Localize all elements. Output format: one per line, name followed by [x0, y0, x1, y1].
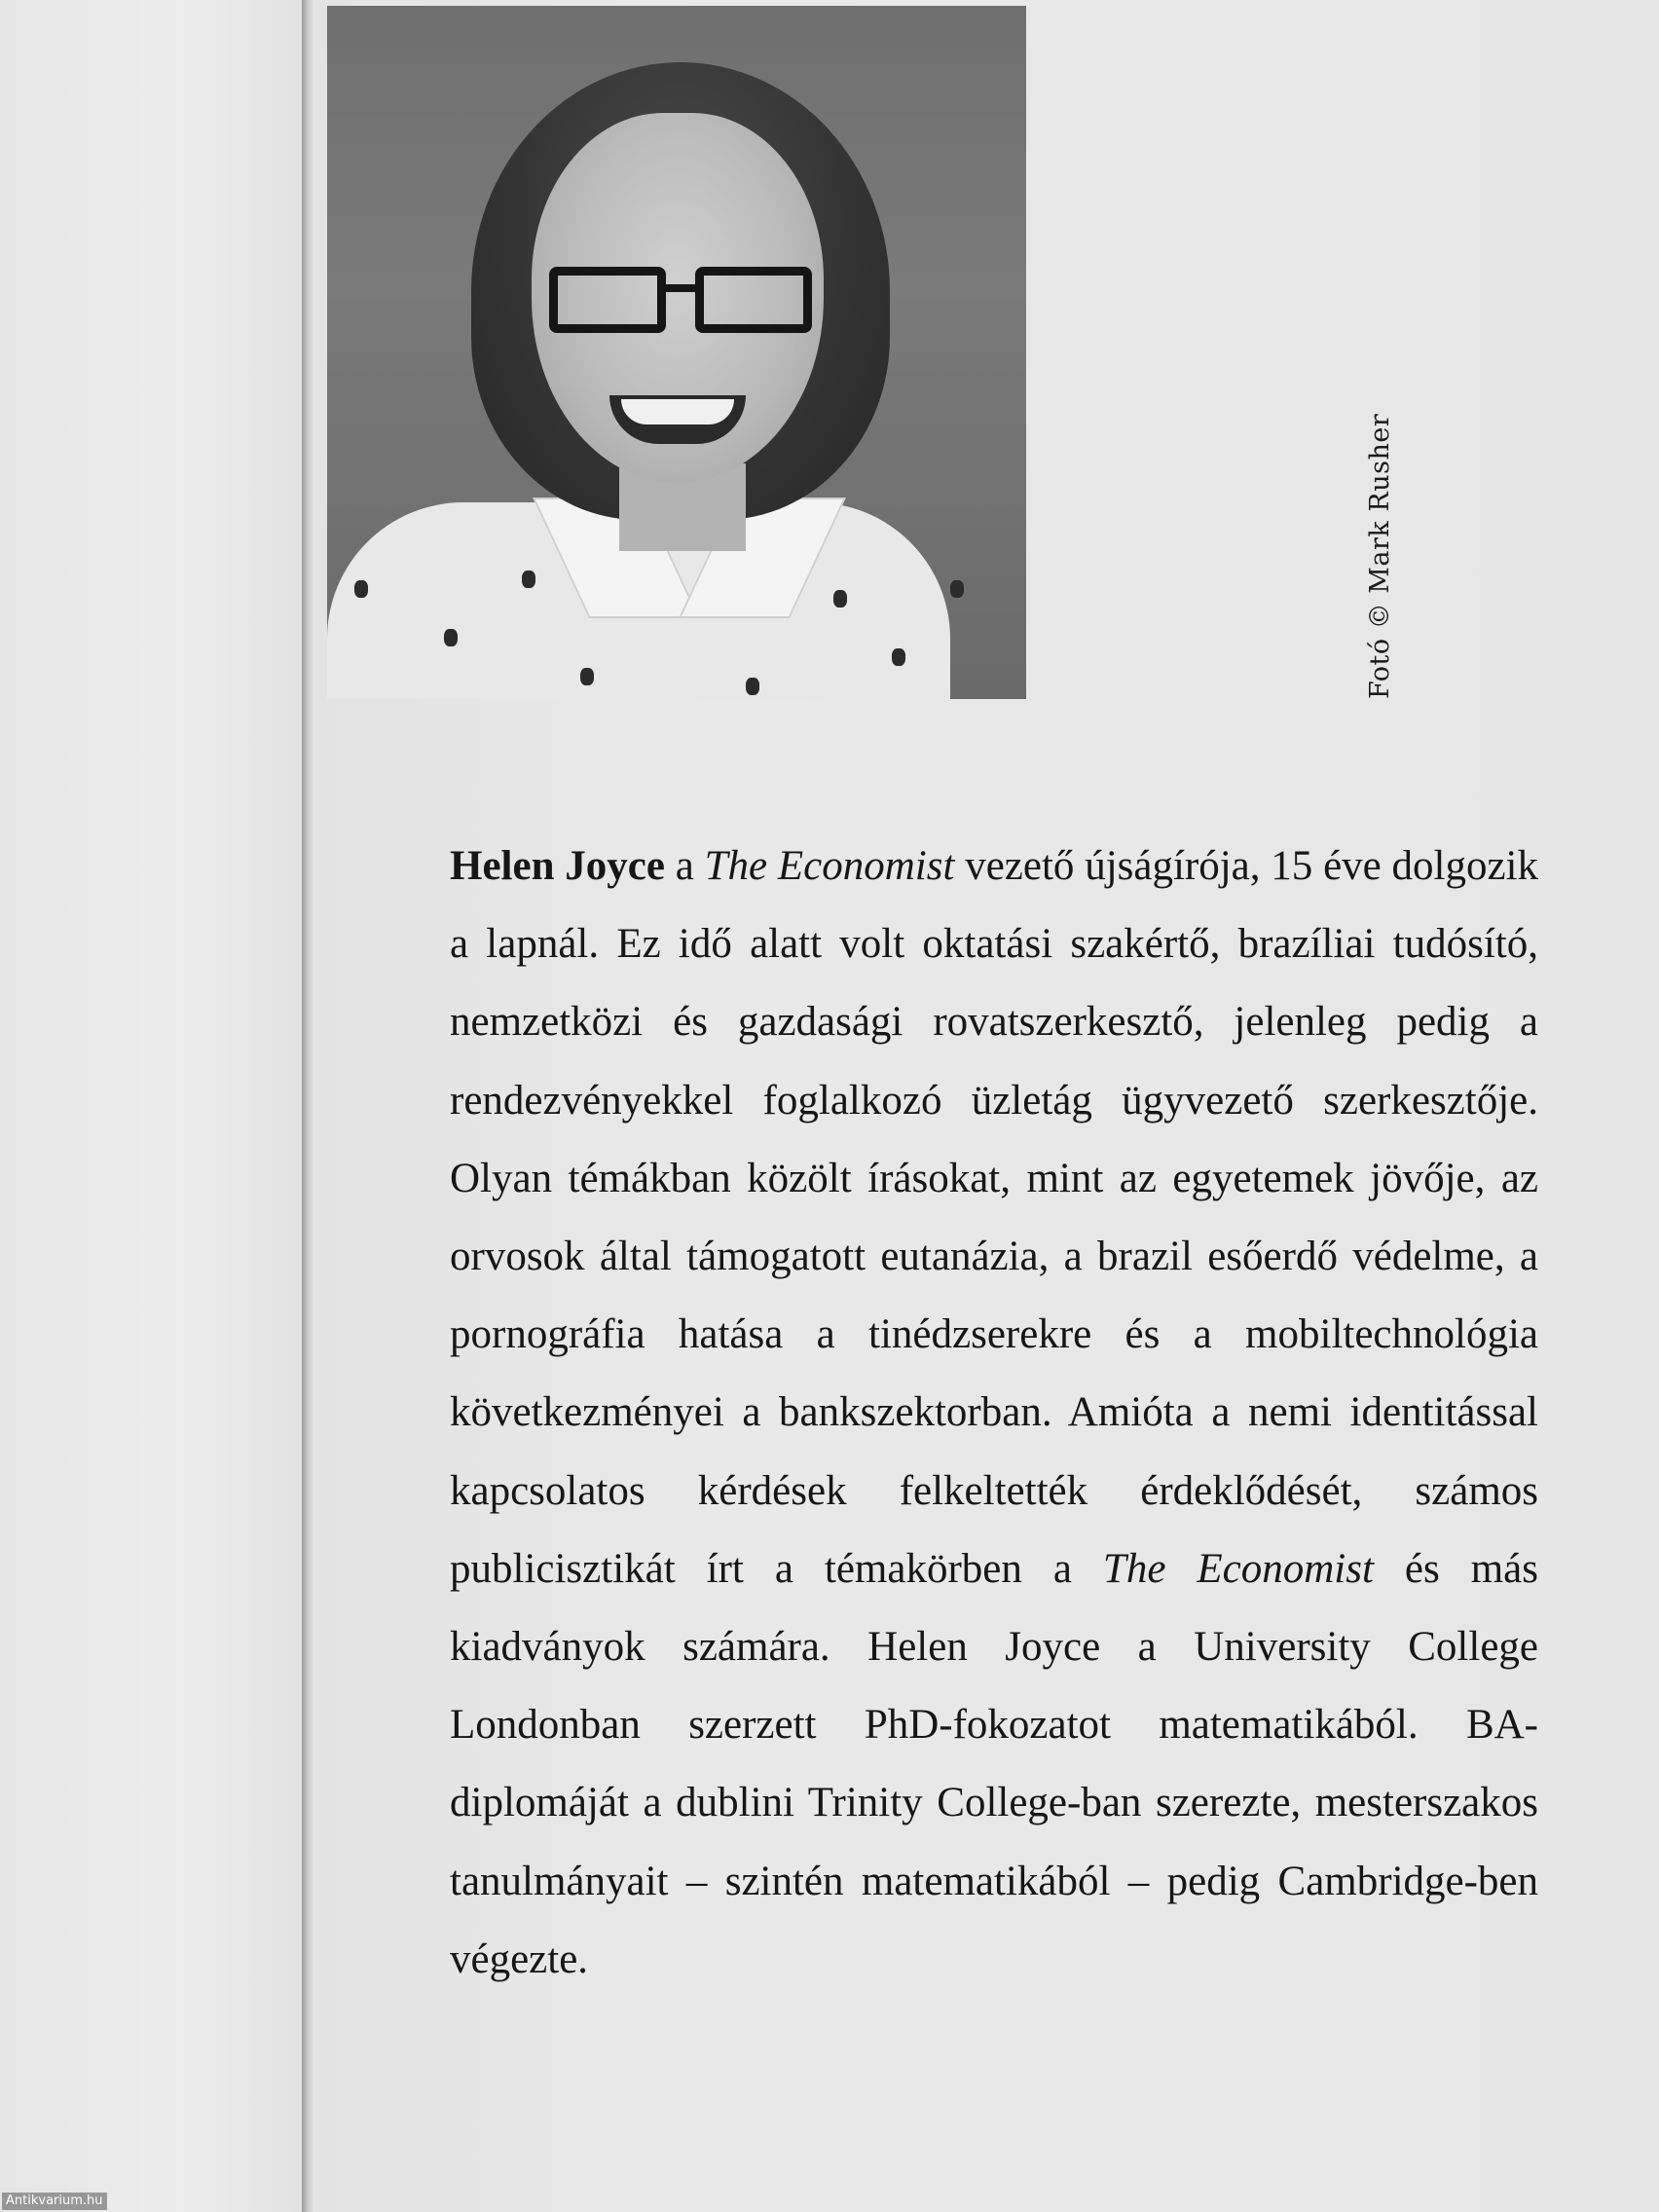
shirt-pattern-dot [444, 629, 458, 646]
book-spine [302, 0, 315, 2212]
left-page [0, 0, 302, 2212]
shirt-pattern-dot [892, 648, 905, 666]
photo-teeth [621, 399, 734, 424]
shirt-pattern-dot [746, 678, 759, 695]
bio-text-1: a [664, 843, 705, 889]
photo-credit: Fotó © Mark Rusher [1365, 413, 1395, 699]
shirt-pattern-dot [522, 571, 535, 588]
glasses-bridge [664, 284, 697, 292]
shirt-pattern-dot [833, 590, 847, 608]
publication-title: The Economist [1102, 1545, 1374, 1592]
bio-text-2: vezető újságírója, 15 éve dolgozik a lapnál. Ez idő alatt volt oktatási szakértő, brazíliai tudósító, nemzetközi és gazdasági rovatszerkesztő, jelenleg pedig a rendezvényekkel foglalkozó üzletág ügyvezető szerkesztője. Olyan témákban közölt írásokat, mint az egyetemek jövője, az orvosok által támogatott eutanázia, a brazil esőerdő védelme, a pornográfia hatása a tinédzserekre és a mobiltechnológia következményei a bankszektorban. Amióta a nemi identitással kapcsolatos kérdések felkeltették érdeklődését, számos publicisztikát írt a témakörben a [450, 843, 1538, 1592]
author-photo [327, 6, 1026, 699]
shirt-pattern-dot [354, 580, 368, 598]
watermark: Antikvarium.hu [2, 2193, 107, 2210]
photo-glasses [549, 267, 812, 345]
author-bio [450, 828, 1538, 1999]
bio-text-3: és más kiadványok számára. Helen Joyce a University College Londonban szerzett PhD-fokozatot matematikából. BA-diplomáját a dublini Trinity College-ban szerezte, mesterszakos tanulmányait – szintén matematikából – pedig Cambridge-ben végezte. [450, 1545, 1538, 1982]
shirt-pattern-dot [950, 580, 964, 598]
glasses-lens-left [549, 267, 666, 333]
author-name: Helen Joyce [450, 843, 665, 889]
shirt-pattern-dot [580, 668, 594, 685]
glasses-lens-right [695, 267, 812, 333]
publication-title: The Economist [704, 843, 955, 889]
